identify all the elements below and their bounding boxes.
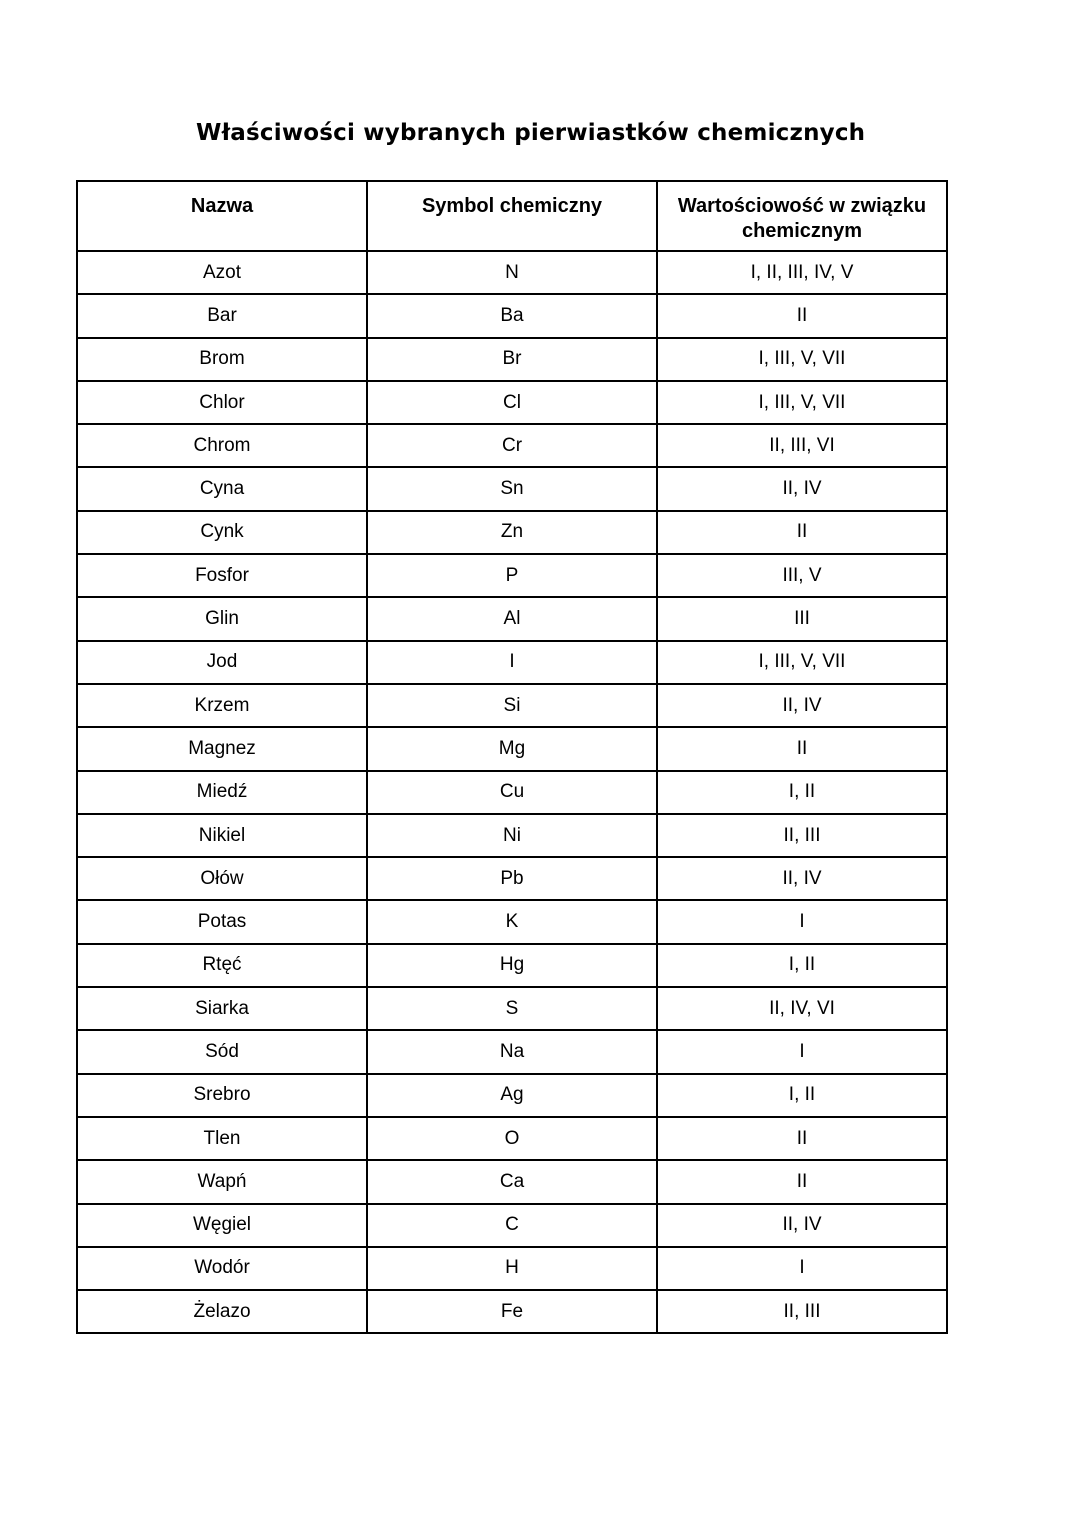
table-row <box>77 727 947 770</box>
cell-valence: II, IV, VI <box>657 987 947 1030</box>
table-row <box>77 1074 947 1117</box>
cell-symbol: S <box>367 987 657 1030</box>
table-row <box>77 900 947 943</box>
table-row <box>77 597 947 640</box>
cell-symbol: H <box>367 1247 657 1290</box>
cell-symbol: Ba <box>367 294 657 337</box>
document-title: Właściwości wybranych pierwiastków chemicznych <box>196 120 866 146</box>
cell-name: Jod <box>77 641 367 684</box>
cell-valence: I, III, V, VII <box>657 641 947 684</box>
cell-symbol: Cu <box>367 771 657 814</box>
cell-symbol: Br <box>367 338 657 381</box>
cell-valence: I, III, V, VII <box>657 338 947 381</box>
cell-symbol: Sn <box>367 467 657 510</box>
table-row <box>77 554 947 597</box>
cell-symbol: Hg <box>367 944 657 987</box>
table-header-row <box>77 181 947 251</box>
cell-name: Chrom <box>77 424 367 467</box>
cell-name: Krzem <box>77 684 367 727</box>
cell-name: Siarka <box>77 987 367 1030</box>
cell-symbol: Cr <box>367 424 657 467</box>
cell-valence: III, V <box>657 554 947 597</box>
cell-name: Brom <box>77 338 367 381</box>
cell-symbol: Fe <box>367 1290 657 1333</box>
cell-symbol: N <box>367 251 657 294</box>
cell-name: Cynk <box>77 511 367 554</box>
table-row <box>77 1160 947 1203</box>
cell-valence: II <box>657 727 947 770</box>
cell-symbol: Si <box>367 684 657 727</box>
cell-symbol: Mg <box>367 727 657 770</box>
cell-valence: II, IV <box>657 857 947 900</box>
table-row <box>77 467 947 510</box>
cell-name: Rtęć <box>77 944 367 987</box>
cell-symbol: P <box>367 554 657 597</box>
cell-valence: II <box>657 511 947 554</box>
table-row <box>77 424 947 467</box>
cell-symbol: Ca <box>367 1160 657 1203</box>
cell-name: Sód <box>77 1030 367 1073</box>
table-row <box>77 1204 947 1247</box>
cell-name: Cyna <box>77 467 367 510</box>
table-row <box>77 944 947 987</box>
table-row <box>77 1290 947 1333</box>
table-row <box>77 684 947 727</box>
table-row <box>77 771 947 814</box>
cell-valence: I <box>657 1030 947 1073</box>
table-row <box>77 641 947 684</box>
cell-valence: II, III <box>657 1290 947 1333</box>
cell-symbol: Ni <box>367 814 657 857</box>
cell-name: Nikiel <box>77 814 367 857</box>
cell-valence: II, IV <box>657 1204 947 1247</box>
cell-valence: I, II <box>657 944 947 987</box>
cell-valence: I, II, III, IV, V <box>657 251 947 294</box>
cell-name: Magnez <box>77 727 367 770</box>
cell-name: Chlor <box>77 381 367 424</box>
cell-valence: I, II <box>657 1074 947 1117</box>
header-name: Nazwa <box>77 181 367 251</box>
cell-name: Azot <box>77 251 367 294</box>
table-row <box>77 814 947 857</box>
cell-valence: I, II <box>657 771 947 814</box>
cell-symbol: K <box>367 900 657 943</box>
cell-name: Fosfor <box>77 554 367 597</box>
table-row <box>77 857 947 900</box>
cell-name: Miedź <box>77 771 367 814</box>
table-row <box>77 987 947 1030</box>
cell-name: Potas <box>77 900 367 943</box>
cell-symbol: Pb <box>367 857 657 900</box>
table-row <box>77 338 947 381</box>
cell-name: Glin <box>77 597 367 640</box>
cell-name: Wodór <box>77 1247 367 1290</box>
cell-name: Tlen <box>77 1117 367 1160</box>
cell-symbol: C <box>367 1204 657 1247</box>
cell-symbol: Cl <box>367 381 657 424</box>
cell-symbol: Al <box>367 597 657 640</box>
elements-table <box>76 180 948 1334</box>
cell-symbol: Na <box>367 1030 657 1073</box>
table-body <box>77 251 947 1333</box>
cell-name: Bar <box>77 294 367 337</box>
table-row <box>77 1030 947 1073</box>
cell-valence: I <box>657 900 947 943</box>
table-row <box>77 251 947 294</box>
cell-symbol: O <box>367 1117 657 1160</box>
cell-valence: II <box>657 1117 947 1160</box>
cell-valence: I, III, V, VII <box>657 381 947 424</box>
table-row <box>77 294 947 337</box>
cell-name: Wapń <box>77 1160 367 1203</box>
header-symbol: Symbol chemiczny <box>367 181 657 251</box>
cell-valence: I <box>657 1247 947 1290</box>
cell-name: Srebro <box>77 1074 367 1117</box>
table-row <box>77 1247 947 1290</box>
table-row <box>77 381 947 424</box>
cell-valence: II, III <box>657 814 947 857</box>
cell-name: Węgiel <box>77 1204 367 1247</box>
cell-name: Ołów <box>77 857 367 900</box>
cell-symbol: Zn <box>367 511 657 554</box>
cell-valence: II, IV <box>657 684 947 727</box>
cell-symbol: Ag <box>367 1074 657 1117</box>
cell-valence: III <box>657 597 947 640</box>
table-row <box>77 511 947 554</box>
cell-valence: II, III, VI <box>657 424 947 467</box>
table-row <box>77 1117 947 1160</box>
cell-valence: II, IV <box>657 467 947 510</box>
cell-symbol: I <box>367 641 657 684</box>
cell-name: Żelazo <box>77 1290 367 1333</box>
cell-valence: II <box>657 1160 947 1203</box>
cell-valence: II <box>657 294 947 337</box>
header-valence: Wartościowość w związku chemicznym <box>657 181 947 251</box>
